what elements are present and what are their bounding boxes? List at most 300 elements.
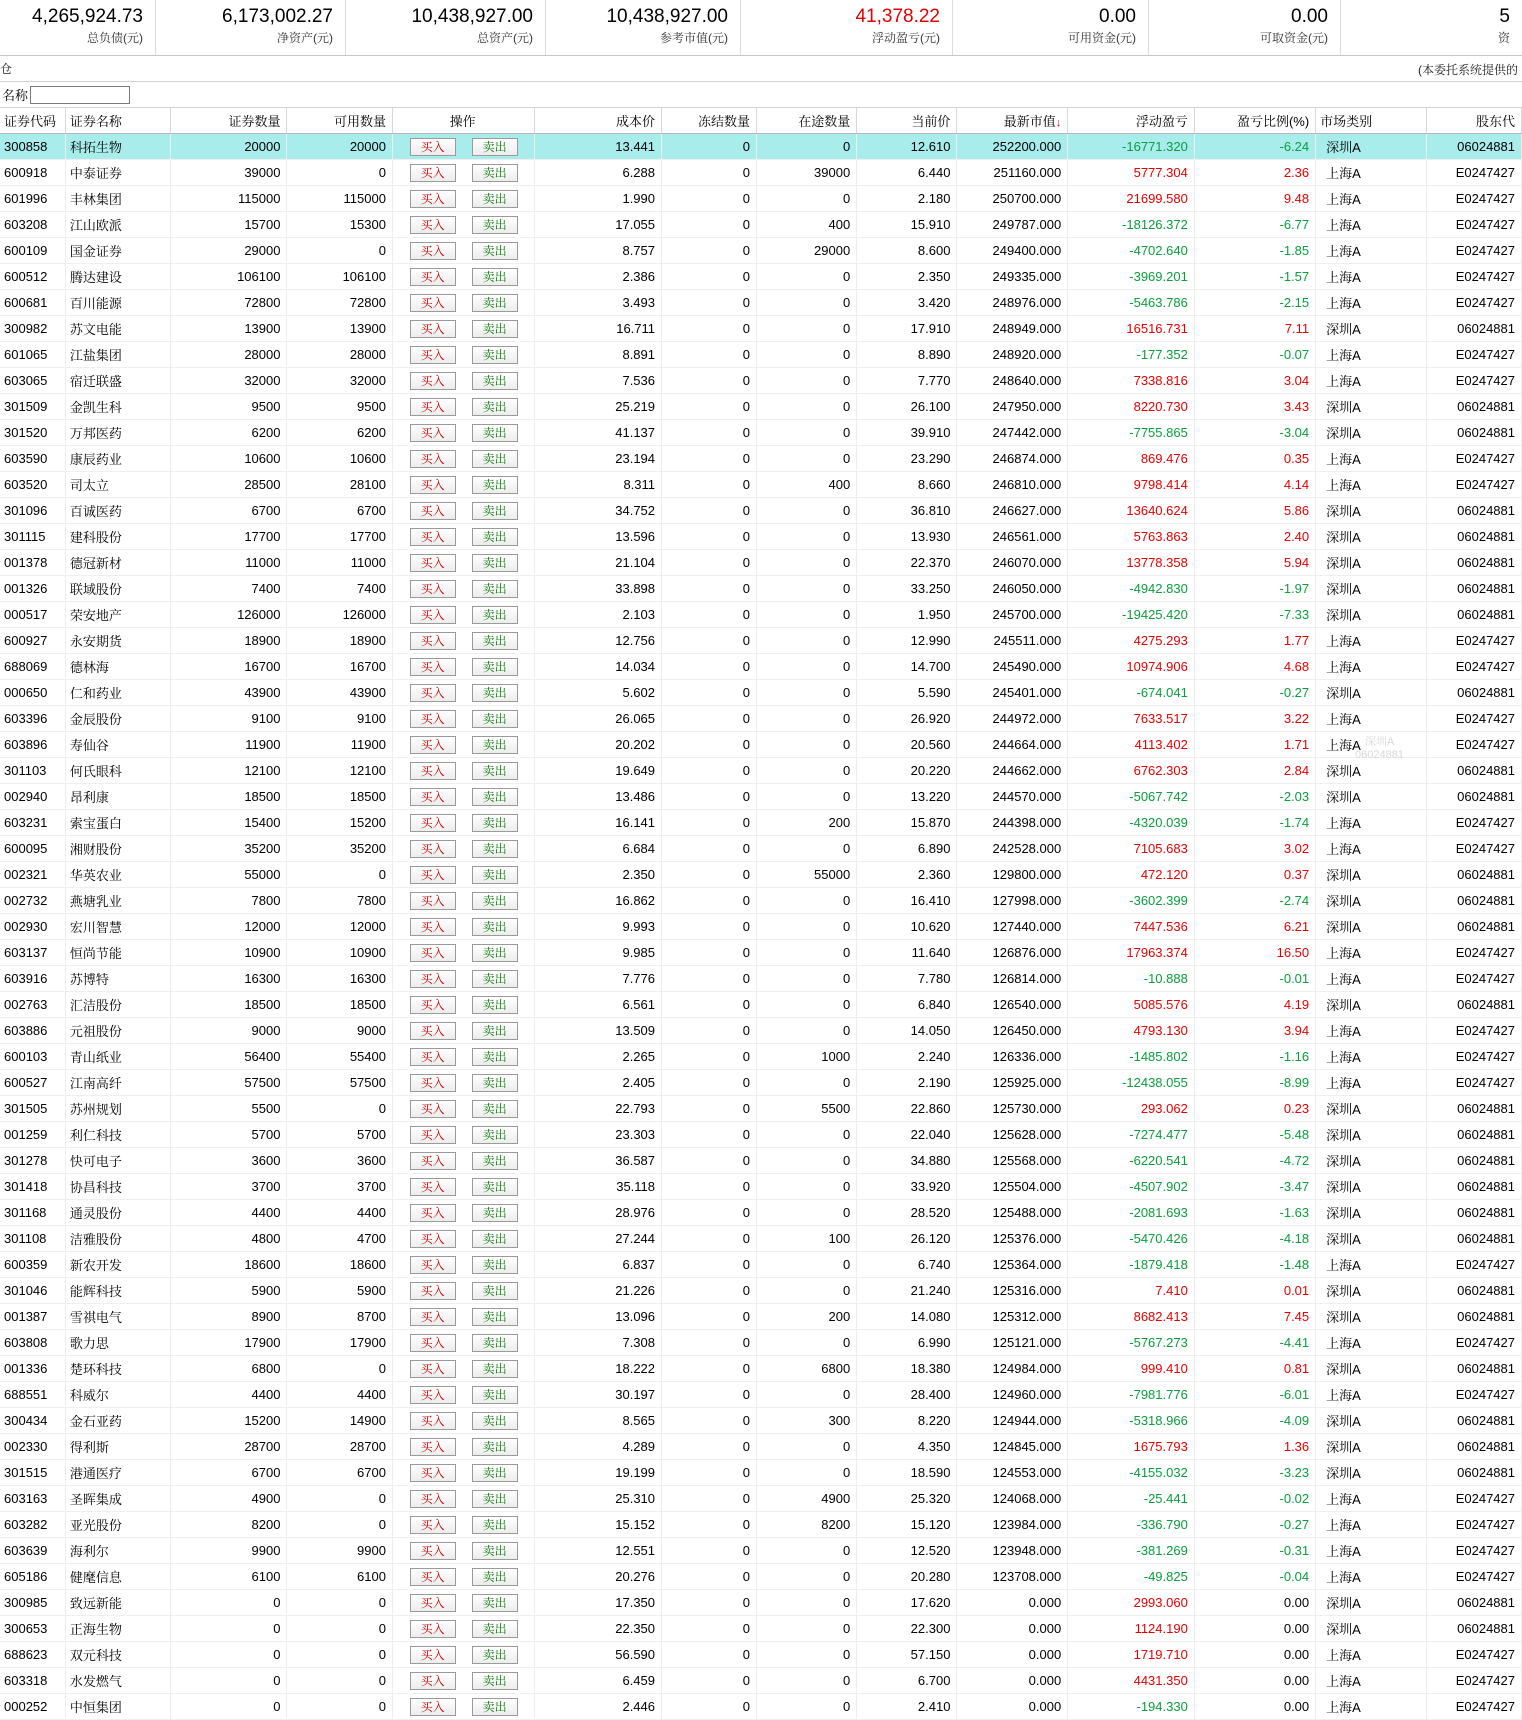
buy-button[interactable]: 买入 xyxy=(410,528,456,546)
sell-button[interactable]: 卖出 xyxy=(472,1334,518,1352)
table-row[interactable] xyxy=(0,706,1522,732)
buy-button[interactable]: 买入 xyxy=(410,398,456,416)
sell-button[interactable]: 卖出 xyxy=(472,1204,518,1222)
cell-price: 16.410 xyxy=(857,888,957,914)
buy-button[interactable]: 买入 xyxy=(410,1412,456,1430)
sell-button[interactable]: 卖出 xyxy=(472,320,518,338)
sell-button[interactable]: 卖出 xyxy=(472,866,518,884)
cell-mktval: 125376.000 xyxy=(957,1226,1068,1252)
table-row[interactable] xyxy=(0,1304,1522,1330)
table-row[interactable] xyxy=(0,628,1522,654)
sell-button[interactable]: 卖出 xyxy=(472,528,518,546)
cell-qty: 9500 xyxy=(171,394,287,420)
buy-button[interactable]: 买入 xyxy=(410,1490,456,1508)
buy-button[interactable]: 买入 xyxy=(410,814,456,832)
cell-avail: 18500 xyxy=(287,784,393,810)
cell-cost: 28.976 xyxy=(535,1200,662,1226)
cell-frozen: 0 xyxy=(662,420,757,446)
table-row[interactable] xyxy=(0,394,1522,420)
cell-pnlpct: -3.47 xyxy=(1194,1174,1315,1200)
table-row[interactable] xyxy=(0,758,1522,784)
column-header-mktval[interactable]: 最新市值↓ xyxy=(957,108,1068,134)
cell-ontheway: 0 xyxy=(756,836,856,862)
buy-button[interactable]: 买入 xyxy=(410,1100,456,1118)
buy-button[interactable]: 买入 xyxy=(410,320,456,338)
cell-pnl: -10.888 xyxy=(1068,966,1195,992)
cell-pnl: -194.330 xyxy=(1068,1694,1195,1720)
sell-button[interactable]: 卖出 xyxy=(472,450,518,468)
cell-code: 300985 xyxy=(0,1590,65,1616)
cell-price: 28.400 xyxy=(857,1382,957,1408)
buy-button[interactable]: 买入 xyxy=(410,1672,456,1690)
table-row[interactable] xyxy=(0,1382,1522,1408)
buy-button[interactable]: 买入 xyxy=(410,502,456,520)
sell-button[interactable]: 卖出 xyxy=(472,1308,518,1326)
sell-button[interactable]: 卖出 xyxy=(472,1412,518,1430)
cell-pnl: 472.120 xyxy=(1068,862,1195,888)
table-row[interactable] xyxy=(0,290,1522,316)
cell-price: 2.240 xyxy=(857,1044,957,1070)
table-row[interactable] xyxy=(0,1590,1522,1616)
cell-ontheway: 0 xyxy=(756,1330,856,1356)
buy-button[interactable]: 买入 xyxy=(410,1620,456,1638)
buy-button[interactable]: 买入 xyxy=(410,294,456,312)
cell-pnl: 8220.730 xyxy=(1068,394,1195,420)
table-row[interactable] xyxy=(0,446,1522,472)
cell-avail: 115000 xyxy=(287,186,393,212)
buy-button[interactable]: 买入 xyxy=(410,996,456,1014)
sell-button[interactable]: 卖出 xyxy=(472,476,518,494)
cell-avail: 10600 xyxy=(287,446,393,472)
row-operations xyxy=(392,1668,534,1694)
cell-name: 恒尚节能 xyxy=(65,940,171,966)
table-row[interactable] xyxy=(0,342,1522,368)
sell-button[interactable]: 卖出 xyxy=(472,944,518,962)
summary-value: 10,438,927.00 xyxy=(411,6,533,27)
buy-button[interactable]: 买入 xyxy=(410,1204,456,1222)
sell-button[interactable]: 卖出 xyxy=(472,1594,518,1612)
cell-code: 300434 xyxy=(0,1408,65,1434)
buy-button[interactable]: 买入 xyxy=(410,658,456,676)
table-row[interactable] xyxy=(0,1694,1522,1720)
sell-button[interactable]: 卖出 xyxy=(472,164,518,182)
cell-avail: 6100 xyxy=(287,1564,393,1590)
cell-ontheway: 0 xyxy=(756,1616,856,1642)
cell-ontheway: 0 xyxy=(756,888,856,914)
table-row[interactable] xyxy=(0,1200,1522,1226)
buy-button[interactable]: 买入 xyxy=(410,1542,456,1560)
table-row[interactable] xyxy=(0,680,1522,706)
summary-cell-4 xyxy=(741,0,953,55)
cell-market: 深圳A xyxy=(1316,992,1427,1018)
column-header-holder[interactable]: 股东代 xyxy=(1426,108,1521,134)
table-row[interactable] xyxy=(0,1434,1522,1460)
sell-button[interactable]: 卖出 xyxy=(472,1178,518,1196)
buy-button[interactable]: 买入 xyxy=(410,1230,456,1248)
column-header-market[interactable]: 市场类别 xyxy=(1316,108,1427,134)
buy-button[interactable]: 买入 xyxy=(410,684,456,702)
buy-button[interactable]: 买入 xyxy=(410,554,456,572)
sell-button[interactable]: 卖出 xyxy=(472,398,518,416)
cell-market: 深圳A xyxy=(1316,1096,1427,1122)
buy-button[interactable]: 买入 xyxy=(410,944,456,962)
table-row[interactable] xyxy=(0,1460,1522,1486)
cell-avail: 12000 xyxy=(287,914,393,940)
sell-button[interactable]: 卖出 xyxy=(472,1230,518,1248)
cell-price: 22.040 xyxy=(857,1122,957,1148)
table-row[interactable] xyxy=(0,862,1522,888)
summary-cell-6 xyxy=(1149,0,1341,55)
table-row[interactable] xyxy=(0,212,1522,238)
table-row[interactable] xyxy=(0,576,1522,602)
sell-button[interactable]: 卖出 xyxy=(472,1516,518,1534)
sell-button[interactable]: 卖出 xyxy=(472,1620,518,1638)
sell-button[interactable]: 卖出 xyxy=(472,658,518,676)
sell-button[interactable]: 卖出 xyxy=(472,1464,518,1482)
table-row[interactable] xyxy=(0,1330,1522,1356)
table-row[interactable] xyxy=(0,316,1522,342)
column-header-qty[interactable]: 证券数量 xyxy=(171,108,287,134)
sell-button[interactable]: 卖出 xyxy=(472,346,518,364)
cell-pnl: 4275.293 xyxy=(1068,628,1195,654)
table-row[interactable] xyxy=(0,810,1522,836)
cell-pnl: 293.062 xyxy=(1068,1096,1195,1122)
buy-button[interactable]: 买入 xyxy=(410,1646,456,1664)
table-row[interactable] xyxy=(0,602,1522,628)
cell-frozen: 0 xyxy=(662,342,757,368)
cell-price: 57.150 xyxy=(857,1642,957,1668)
table-row[interactable] xyxy=(0,940,1522,966)
column-header-avail[interactable]: 可用数量 xyxy=(287,108,393,134)
cell-holder: E0247427 xyxy=(1426,836,1521,862)
table-row[interactable] xyxy=(0,1564,1522,1590)
sell-button[interactable]: 卖出 xyxy=(472,242,518,260)
table-row[interactable] xyxy=(0,134,1522,160)
buy-button[interactable]: 买入 xyxy=(410,1698,456,1716)
row-operations xyxy=(392,1538,534,1564)
sell-button[interactable]: 卖出 xyxy=(472,892,518,910)
cell-price: 17.910 xyxy=(857,316,957,342)
cell-frozen: 0 xyxy=(662,940,757,966)
cell-price: 15.870 xyxy=(857,810,957,836)
sell-button[interactable]: 卖出 xyxy=(472,1360,518,1378)
sell-button[interactable]: 卖出 xyxy=(472,1152,518,1170)
sell-button[interactable]: 卖出 xyxy=(472,424,518,442)
sell-button[interactable]: 卖出 xyxy=(472,710,518,728)
buy-button[interactable]: 买入 xyxy=(410,1516,456,1534)
sell-button[interactable]: 卖出 xyxy=(472,684,518,702)
buy-button[interactable]: 买入 xyxy=(410,1256,456,1274)
cell-ontheway: 0 xyxy=(756,1070,856,1096)
buy-button[interactable]: 买入 xyxy=(410,242,456,260)
buy-button[interactable]: 买入 xyxy=(410,1178,456,1196)
sell-button[interactable]: 卖出 xyxy=(472,1074,518,1092)
cell-market: 上海A xyxy=(1316,1564,1427,1590)
sell-button[interactable]: 卖出 xyxy=(472,1646,518,1664)
buy-button[interactable]: 买入 xyxy=(410,138,456,156)
cell-price: 25.320 xyxy=(857,1486,957,1512)
sell-button[interactable]: 卖出 xyxy=(472,788,518,806)
sell-button[interactable]: 卖出 xyxy=(472,1568,518,1586)
sell-button[interactable]: 卖出 xyxy=(472,1542,518,1560)
table-row[interactable] xyxy=(0,1486,1522,1512)
cell-market: 深圳A xyxy=(1316,1460,1427,1486)
cell-ontheway: 0 xyxy=(756,940,856,966)
cell-mktval: 123984.000 xyxy=(957,1512,1068,1538)
buy-button[interactable]: 买入 xyxy=(410,346,456,364)
buy-button[interactable]: 买入 xyxy=(410,1152,456,1170)
cell-frozen: 0 xyxy=(662,1148,757,1174)
buy-button[interactable]: 买入 xyxy=(410,970,456,988)
buy-button[interactable]: 买入 xyxy=(410,190,456,208)
buy-button[interactable]: 买入 xyxy=(410,892,456,910)
cell-qty: 13900 xyxy=(171,316,287,342)
row-operations xyxy=(392,628,534,654)
buy-button[interactable]: 买入 xyxy=(410,1022,456,1040)
row-operations xyxy=(392,1200,534,1226)
column-header-frozen[interactable]: 冻结数量 xyxy=(662,108,757,134)
table-row[interactable] xyxy=(0,498,1522,524)
sell-button[interactable]: 卖出 xyxy=(472,372,518,390)
table-row[interactable] xyxy=(0,1070,1522,1096)
sell-button[interactable]: 卖出 xyxy=(472,502,518,520)
cell-pnlpct: -8.99 xyxy=(1194,1070,1315,1096)
cell-mktval: 248976.000 xyxy=(957,290,1068,316)
column-header-code[interactable]: 证券代码 xyxy=(0,108,65,134)
table-row[interactable] xyxy=(0,1096,1522,1122)
cell-avail: 9900 xyxy=(287,1538,393,1564)
sell-button[interactable]: 卖出 xyxy=(472,1256,518,1274)
buy-button[interactable]: 买入 xyxy=(410,1386,456,1404)
cell-mktval: 247950.000 xyxy=(957,394,1068,420)
cell-frozen: 0 xyxy=(662,524,757,550)
sell-button[interactable]: 卖出 xyxy=(472,1698,518,1716)
sell-button[interactable]: 卖出 xyxy=(472,1100,518,1118)
table-row[interactable] xyxy=(0,264,1522,290)
table-row[interactable] xyxy=(0,914,1522,940)
sell-button[interactable]: 卖出 xyxy=(472,1386,518,1404)
sell-button[interactable]: 卖出 xyxy=(472,1672,518,1690)
cell-ontheway: 1000 xyxy=(756,1044,856,1070)
row-operations xyxy=(392,810,534,836)
sell-button[interactable]: 卖出 xyxy=(472,190,518,208)
cell-code: 603590 xyxy=(0,446,65,472)
sell-button[interactable]: 卖出 xyxy=(472,606,518,624)
sell-button[interactable]: 卖出 xyxy=(472,216,518,234)
table-row[interactable] xyxy=(0,1512,1522,1538)
cell-ontheway: 0 xyxy=(756,914,856,940)
cell-holder: E0247427 xyxy=(1426,472,1521,498)
buy-button[interactable]: 买入 xyxy=(410,450,456,468)
table-row[interactable] xyxy=(0,368,1522,394)
table-row[interactable] xyxy=(0,992,1522,1018)
table-row[interactable] xyxy=(0,836,1522,862)
buy-button[interactable]: 买入 xyxy=(410,1308,456,1326)
column-header-cost[interactable]: 成本价 xyxy=(535,108,662,134)
cell-price: 6.740 xyxy=(857,1252,957,1278)
cell-holder: 06024881 xyxy=(1426,316,1521,342)
table-row[interactable] xyxy=(0,1408,1522,1434)
sell-button[interactable]: 卖出 xyxy=(472,294,518,312)
sell-button[interactable]: 卖出 xyxy=(472,268,518,286)
cell-cost: 1.990 xyxy=(535,186,662,212)
column-header-price[interactable]: 当前价 xyxy=(857,108,957,134)
sell-button[interactable]: 卖出 xyxy=(472,1126,518,1144)
cell-ontheway: 4900 xyxy=(756,1486,856,1512)
buy-button[interactable]: 买入 xyxy=(410,632,456,650)
cell-avail: 5700 xyxy=(287,1122,393,1148)
cell-pnlpct: 4.19 xyxy=(1194,992,1315,1018)
cell-holder: 06024881 xyxy=(1426,420,1521,446)
table-row[interactable] xyxy=(0,186,1522,212)
buy-button[interactable]: 买入 xyxy=(410,476,456,494)
sell-button[interactable]: 卖出 xyxy=(472,1490,518,1508)
column-header-ontheway[interactable]: 在途数量 xyxy=(756,108,856,134)
cell-avail: 32000 xyxy=(287,368,393,394)
buy-button[interactable]: 买入 xyxy=(410,710,456,728)
table-row[interactable] xyxy=(0,1174,1522,1200)
sell-button[interactable]: 卖出 xyxy=(472,1048,518,1066)
table-row[interactable] xyxy=(0,732,1522,758)
table-row[interactable] xyxy=(0,1044,1522,1070)
buy-button[interactable]: 买入 xyxy=(410,216,456,234)
cell-ontheway: 0 xyxy=(756,654,856,680)
cell-market: 上海A xyxy=(1316,654,1427,680)
table-row[interactable] xyxy=(0,1642,1522,1668)
buy-button[interactable]: 买入 xyxy=(410,1282,456,1300)
table-row[interactable] xyxy=(0,1538,1522,1564)
table-row[interactable] xyxy=(0,524,1522,550)
column-header-pnlpct[interactable]: 盈亏比例(%) xyxy=(1194,108,1315,134)
cell-avail: 14900 xyxy=(287,1408,393,1434)
table-row[interactable] xyxy=(0,1252,1522,1278)
cell-name: 国金证券 xyxy=(65,238,171,264)
cell-holder: 06024881 xyxy=(1426,1304,1521,1330)
table-row[interactable] xyxy=(0,1668,1522,1694)
buy-button[interactable]: 买入 xyxy=(410,840,456,858)
search-input[interactable] xyxy=(30,86,130,104)
sell-button[interactable]: 卖出 xyxy=(472,762,518,780)
sell-button[interactable]: 卖出 xyxy=(472,840,518,858)
cell-frozen: 0 xyxy=(662,550,757,576)
cell-qty: 6100 xyxy=(171,1564,287,1590)
column-header-pnl[interactable]: 浮动盈亏 xyxy=(1068,108,1195,134)
buy-button[interactable]: 买入 xyxy=(410,1074,456,1092)
table-row[interactable] xyxy=(0,1122,1522,1148)
table-row[interactable] xyxy=(0,160,1522,186)
buy-button[interactable]: 买入 xyxy=(410,372,456,390)
cell-avail: 12100 xyxy=(287,758,393,784)
buy-button[interactable]: 买入 xyxy=(410,1334,456,1352)
sell-button[interactable]: 卖出 xyxy=(472,580,518,598)
cell-avail: 11000 xyxy=(287,550,393,576)
buy-button[interactable]: 买入 xyxy=(410,1048,456,1066)
buy-button[interactable]: 买入 xyxy=(410,606,456,624)
sell-button[interactable]: 卖出 xyxy=(472,918,518,936)
buy-button[interactable]: 买入 xyxy=(410,788,456,806)
cell-name: 江盐集团 xyxy=(65,342,171,368)
buy-button[interactable]: 买入 xyxy=(410,1126,456,1144)
sell-button[interactable]: 卖出 xyxy=(472,1438,518,1456)
buy-button[interactable]: 买入 xyxy=(410,268,456,286)
buy-button[interactable]: 买入 xyxy=(410,866,456,884)
row-operations xyxy=(392,1018,534,1044)
cell-name: 歌力思 xyxy=(65,1330,171,1356)
table-row[interactable] xyxy=(0,784,1522,810)
cell-qty: 6200 xyxy=(171,420,287,446)
cell-frozen: 0 xyxy=(662,1330,757,1356)
column-header-name[interactable]: 证券名称 xyxy=(65,108,171,134)
cell-market: 上海A xyxy=(1316,290,1427,316)
buy-button[interactable]: 买入 xyxy=(410,762,456,780)
table-row[interactable] xyxy=(0,1278,1522,1304)
cell-avail: 72800 xyxy=(287,290,393,316)
buy-button[interactable]: 买入 xyxy=(410,1568,456,1586)
cell-pnl: 13640.624 xyxy=(1068,498,1195,524)
buy-button[interactable]: 买入 xyxy=(410,580,456,598)
cell-name: 中泰证券 xyxy=(65,160,171,186)
cell-avail: 5900 xyxy=(287,1278,393,1304)
sell-button[interactable]: 卖出 xyxy=(472,554,518,572)
sell-button[interactable]: 卖出 xyxy=(472,970,518,988)
cell-name: 正海生物 xyxy=(65,1616,171,1642)
table-row[interactable] xyxy=(0,1148,1522,1174)
cell-market: 深圳A xyxy=(1316,1278,1427,1304)
sell-button[interactable]: 卖出 xyxy=(472,814,518,832)
row-operations xyxy=(392,1122,534,1148)
sell-button[interactable]: 卖出 xyxy=(472,138,518,156)
buy-button[interactable]: 买入 xyxy=(410,164,456,182)
sell-button[interactable]: 卖出 xyxy=(472,736,518,754)
sell-button[interactable]: 卖出 xyxy=(472,996,518,1014)
buy-button[interactable]: 买入 xyxy=(410,736,456,754)
cell-avail: 55400 xyxy=(287,1044,393,1070)
table-row[interactable] xyxy=(0,888,1522,914)
cell-qty: 28000 xyxy=(171,342,287,368)
cell-market: 上海A xyxy=(1316,1512,1427,1538)
cell-frozen: 0 xyxy=(662,446,757,472)
cell-cost: 6.684 xyxy=(535,836,662,862)
cell-frozen: 0 xyxy=(662,966,757,992)
buy-button[interactable]: 买入 xyxy=(410,1438,456,1456)
table-row[interactable] xyxy=(0,550,1522,576)
sell-button[interactable]: 卖出 xyxy=(472,1282,518,1300)
buy-button[interactable]: 买入 xyxy=(410,918,456,936)
table-row[interactable] xyxy=(0,238,1522,264)
buy-button[interactable]: 买入 xyxy=(410,1464,456,1482)
column-header-op[interactable]: 操作 xyxy=(392,108,534,134)
table-row[interactable] xyxy=(0,1356,1522,1382)
sell-button[interactable]: 卖出 xyxy=(472,1022,518,1040)
cell-cost: 9.985 xyxy=(535,940,662,966)
table-row[interactable] xyxy=(0,966,1522,992)
table-row[interactable] xyxy=(0,420,1522,446)
cell-cost: 13.441 xyxy=(535,134,662,160)
table-row[interactable] xyxy=(0,1616,1522,1642)
buy-button[interactable]: 买入 xyxy=(410,1360,456,1378)
table-row[interactable] xyxy=(0,1226,1522,1252)
buy-button[interactable]: 买入 xyxy=(410,424,456,442)
buy-button[interactable]: 买入 xyxy=(410,1594,456,1612)
table-row[interactable] xyxy=(0,1018,1522,1044)
table-row[interactable] xyxy=(0,472,1522,498)
row-operations xyxy=(392,758,534,784)
cell-frozen: 0 xyxy=(662,1408,757,1434)
cell-market: 上海A xyxy=(1316,836,1427,862)
sell-button[interactable]: 卖出 xyxy=(472,632,518,650)
table-row[interactable] xyxy=(0,654,1522,680)
cell-code: 601996 xyxy=(0,186,65,212)
